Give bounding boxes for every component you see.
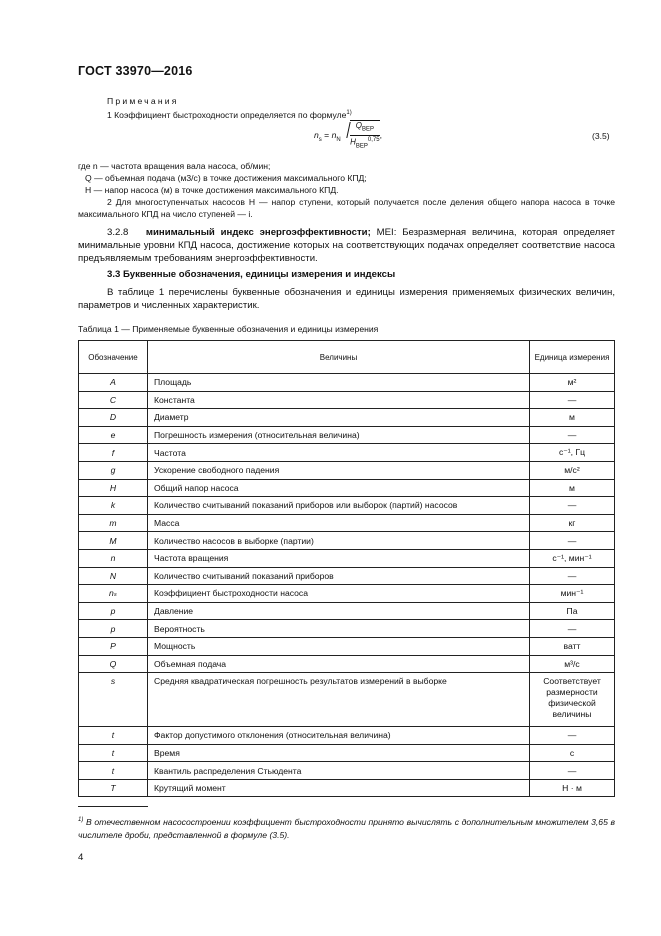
footnote-marker: 1) <box>78 817 84 823</box>
table-row <box>79 409 615 427</box>
footnote-divider <box>78 806 148 807</box>
cell-quantity: Мощность <box>148 637 530 655</box>
cell-unit: м² <box>530 374 615 392</box>
cell-symbol: A <box>79 374 148 392</box>
table-row <box>79 727 615 745</box>
note-1-footnote-ref: 1) <box>346 110 352 116</box>
units-table <box>78 340 615 797</box>
table-caption: Таблица 1 — Применяемые буквенные обозначения и единицы измерения <box>78 324 379 334</box>
cell-symbol: f <box>79 444 148 462</box>
footnote-text: В отечественном насосостроении коэффициент быстроходности принято вычислять с дополнительным множителем 3,65 в числителе дроби, представленной в формуле (3.5). <box>78 816 615 840</box>
table-row <box>79 762 615 780</box>
cell-unit: Н · м <box>530 779 615 797</box>
where-line-3: H — напор насоса (м) в точке достижения максимального КПД. <box>85 185 339 195</box>
cell-symbol: t <box>79 727 148 745</box>
clause-definition: MEI: Безразмерная величина, которая определяет минимальные уровни КПД насоса, достижение которых на соответствующих подачах определяет соответствие насоса предъявляемым требованиям энергоэффективности. <box>78 227 616 264</box>
cell-quantity: Константа <box>148 391 530 409</box>
cell-quantity: Ускорение свободного падения <box>148 461 530 479</box>
where-line-1: где n — частота вращения вала насоса, об/мин; <box>78 161 271 171</box>
cell-symbol: P <box>79 637 148 655</box>
cell-quantity: Средняя квадратическая погрешность результатов измерений в выборке <box>148 673 530 727</box>
header-symbol: Обозначение <box>79 341 148 374</box>
cell-quantity: Время <box>148 744 530 762</box>
table-row <box>79 444 615 462</box>
cell-symbol: p <box>79 620 148 638</box>
cell-symbol: H <box>79 479 148 497</box>
cell-quantity: Коэффициент быстроходности насоса <box>148 585 530 603</box>
cell-quantity: Частота вращения <box>148 549 530 567</box>
table-row <box>79 391 615 409</box>
cell-quantity: Диаметр <box>148 409 530 427</box>
cell-symbol: T <box>79 779 148 797</box>
cell-symbol: p <box>79 602 148 620</box>
cell-quantity: Количество считываний показаний приборов <box>148 567 530 585</box>
cell-unit: — <box>530 497 615 515</box>
notes-title: Примечания <box>107 96 179 106</box>
cell-symbol: n <box>79 549 148 567</box>
cell-symbol: s <box>79 673 148 727</box>
cell-unit: с <box>530 744 615 762</box>
cell-quantity: Объемная подача <box>148 655 530 673</box>
table-row <box>79 567 615 585</box>
page-number: 4 <box>78 852 84 863</box>
cell-unit: м <box>530 479 615 497</box>
cell-unit: м³/с <box>530 655 615 673</box>
table-row <box>79 655 615 673</box>
cell-quantity: Масса <box>148 514 530 532</box>
table-row <box>79 637 615 655</box>
cell-quantity: Крутящий момент <box>148 779 530 797</box>
cell-symbol: M <box>79 532 148 550</box>
section-text: В таблице 1 перечислены буквенные обозначения и единицы измерения применяемых физических величин, параметров и численных характеристик. <box>78 287 615 311</box>
cell-unit: м/с² <box>530 461 615 479</box>
cell-unit: мин⁻¹ <box>530 585 615 603</box>
cell-unit: с⁻¹, мин⁻¹ <box>530 549 615 567</box>
table-row <box>79 602 615 620</box>
cell-symbol: t <box>79 744 148 762</box>
cell-symbol: e <box>79 426 148 444</box>
note-1 <box>107 107 352 121</box>
document-header: ГОСТ 33970—2016 <box>78 64 193 78</box>
cell-unit: — <box>530 391 615 409</box>
cell-unit: с⁻¹, Гц <box>530 444 615 462</box>
cell-symbol: C <box>79 391 148 409</box>
table-row <box>79 620 615 638</box>
cell-symbol: nₛ <box>79 585 148 603</box>
cell-symbol: g <box>79 461 148 479</box>
table-row <box>79 514 615 532</box>
cell-quantity: Количество считываний показаний приборов или выборок (партий) насосов <box>148 497 530 515</box>
formula-3-5: $n_s = n_N$ $\frac{Q_{BEP}}{H_{BEP}^{0,75}}$ , <box>314 121 382 149</box>
cell-unit: ватт <box>530 637 615 655</box>
cell-unit: — <box>530 762 615 780</box>
cell-unit: кг <box>530 514 615 532</box>
where-line-2: Q — объемная подача (м3/с) в точке достижения максимального КПД; <box>85 173 367 183</box>
cell-unit: — <box>530 620 615 638</box>
cell-quantity: Количество насосов в выборке (партии) <box>148 532 530 550</box>
table-row <box>79 744 615 762</box>
clause-3-2-8 <box>78 226 615 265</box>
cell-quantity: Погрешность измерения (относительная величина) <box>148 426 530 444</box>
table-row <box>79 374 615 392</box>
cell-quantity: Давление <box>148 602 530 620</box>
table-row <box>79 461 615 479</box>
table-header-row <box>79 341 615 374</box>
cell-quantity: Фактор допустимого отклонения (относительная величина) <box>148 727 530 745</box>
cell-unit: м <box>530 409 615 427</box>
cell-quantity: Частота <box>148 444 530 462</box>
table-row <box>79 779 615 797</box>
table-row <box>79 585 615 603</box>
table-row <box>79 549 615 567</box>
cell-symbol: N <box>79 567 148 585</box>
cell-unit: — <box>530 426 615 444</box>
clause-term: минимальный индекс энергоэффективности; <box>145 227 371 238</box>
cell-symbol: Q <box>79 655 148 673</box>
table-row <box>79 532 615 550</box>
footnote <box>78 814 615 842</box>
cell-quantity: Общий напор насоса <box>148 479 530 497</box>
cell-unit: — <box>530 727 615 745</box>
cell-symbol: D <box>79 409 148 427</box>
cell-quantity: Площадь <box>148 374 530 392</box>
table-row <box>79 497 615 515</box>
table-row <box>79 426 615 444</box>
clause-number: 3.2.8 <box>107 227 129 238</box>
note-1-text: 1 Коэффициент быстроходности определяется по формуле <box>107 109 347 120</box>
cell-unit: Соответствует размерности физической величины <box>530 673 615 727</box>
header-unit: Единица измерения <box>530 341 615 374</box>
header-quantity: Величины <box>148 341 530 374</box>
table-row <box>79 673 615 727</box>
cell-symbol: t <box>79 762 148 780</box>
cell-unit: — <box>530 567 615 585</box>
note-2: 2 Для многоступенчатых насосов H — напор ступени, который получается после деления общего напора насоса в точке максимального КПД на число ступеней — i. <box>78 197 615 219</box>
cell-unit: Па <box>530 602 615 620</box>
formula-number: (3.5) <box>592 131 610 141</box>
cell-quantity: Вероятность <box>148 620 530 638</box>
cell-symbol: k <box>79 497 148 515</box>
table-row <box>79 479 615 497</box>
section-heading: 3.3 Буквенные обозначения, единицы измерения и индексы <box>107 269 396 280</box>
cell-unit: — <box>530 532 615 550</box>
cell-symbol: m <box>79 514 148 532</box>
cell-quantity: Квантиль распределения Стьюдента <box>148 762 530 780</box>
